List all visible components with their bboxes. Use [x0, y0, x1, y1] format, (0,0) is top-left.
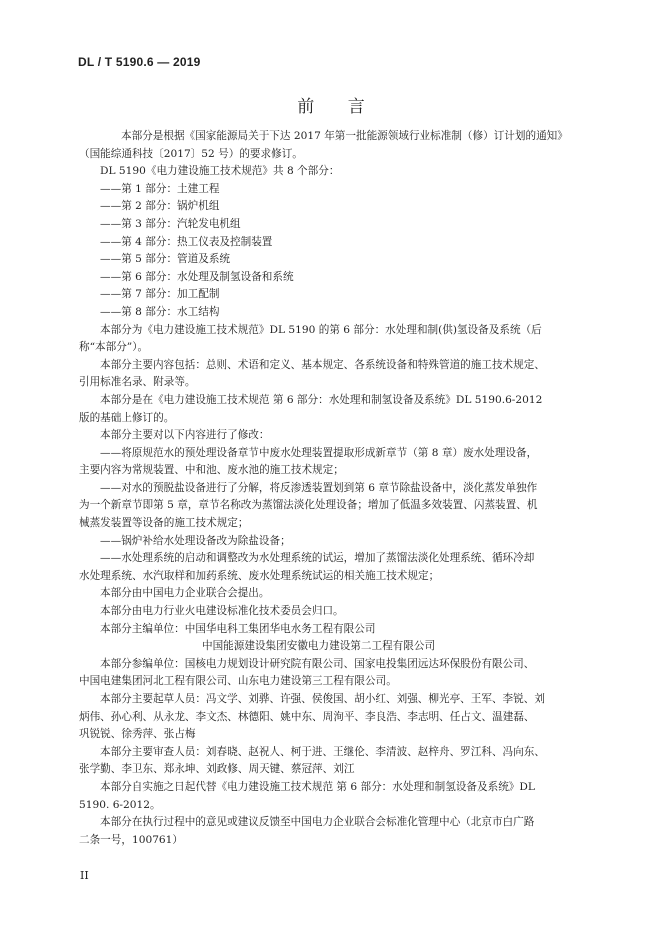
text-line: 本部分是根据《国家能源局关于下达 2017 年第一批能源领域行业标准制（修）订计划的通知》 — [121, 130, 568, 142]
text-line: 版的基础上修订的。 — [79, 411, 175, 424]
text-line: ——水处理系统的启动和调整改为水处理系统的试运，增加了蒸馏法淡化处理系统、循环冷却 — [100, 552, 535, 565]
document-body — [79, 128, 587, 849]
document-code: DL / T 5190.6 — 2019 — [78, 55, 201, 69]
text-line: 本部分主要审查人员：刘春晓、赵祝人、柯于进、王继伦、李清波、赵梓舟、罗江科、冯向东、 — [100, 745, 545, 758]
text-line: 械蒸发装置等设备的施工技术规定； — [79, 517, 249, 530]
text-line: 本部分主要内容包括：总则、术语和定义、基本规定、各系统设备和特殊管道的施工技术规定、 — [100, 358, 545, 371]
text-line: （国能综通科技〔2017〕52 号）的要求修订。 — [79, 147, 303, 160]
text-line: 巩锐锐、徐秀萍、张占梅 — [79, 728, 196, 741]
text-line: 二条一号，100761） — [79, 833, 184, 846]
page-number: II — [80, 869, 89, 882]
list-item: ——第 1 部分：土建工程 — [100, 182, 220, 195]
text-line: DL 5190《电力建设施工技术规范》共 8 个部分： — [100, 165, 340, 178]
text-line: 本部分由中国电力企业联合会提出。 — [100, 587, 270, 600]
text-line: ——对水的预脱盐设备进行了分解，将反渗透装置划到第 6 章节除盐设备中，淡化蒸发单独作 — [100, 481, 538, 494]
text-line: ——将原规范水的预处理设备章节中废水处理装置提取形成新章节（第 8 章）废水处理设备， — [100, 446, 538, 459]
list-item: ——第 7 部分：加工配制 — [100, 288, 220, 301]
text-line: ——锅炉补给水处理设备改为除盐设备； — [100, 534, 291, 547]
text-line: 引用标准名录、附录等。 — [79, 376, 196, 389]
list-item: ——第 5 部分：管道及系统 — [100, 253, 231, 266]
list-item: ——第 3 部分：汽轮发电机组 — [100, 217, 241, 230]
text-line: 本部分在执行过程中的意见或建议反馈至中国电力企业联合会标准化管理中心（北京市白广路 — [100, 816, 535, 829]
text-line: 水处理系统、水汽取样和加药系统、废水处理系统试运的相关施工技术规定； — [79, 569, 440, 582]
text-line: 本部分自实施之日起代替《电力建设施工技术规范 第 6 部分：水处理和制氢设备及系统》DL — [100, 780, 535, 793]
text-line: 本部分主要起草人员：冯文学、刘骅、许强、侯俊国、胡小红、刘强、柳光亭、王军、李锐、刘 — [100, 693, 545, 705]
text-line: 本部分由电力行业火电建设标准化技术委员会归口。 — [100, 605, 344, 618]
text-line: 本部分为《电力建设施工技术规范》DL 5190 的第 6 部分：水处理和制(供)氢设备及系统（后 — [100, 323, 542, 336]
text-line: 5190. 6-2012。 — [79, 798, 161, 811]
text-line: 为一个新章节即第 5 章，章节名称改为蒸馏法淡化处理设备；增加了低温多效装置、闪蒸装置、机 — [79, 499, 538, 512]
text-line: 中国电建集团河北工程有限公司、山东电力建设第三工程有限公司。 — [79, 675, 397, 688]
text-line: 张学勤、李卫东、郑永坤、刘政修、周天键、蔡冠萍、刘江 — [79, 763, 355, 776]
text-line: 称“本部分”）。 — [79, 341, 149, 354]
text-line: 中国能源建设集团安徽电力建设第二工程有限公司 — [202, 640, 436, 653]
page-title: 前 言 — [297, 97, 379, 117]
text-line: 本部分主要对以下内容进行了修改： — [100, 429, 270, 442]
text-line: 本部分主编单位：中国华电科工集团华电水务工程有限公司 — [100, 622, 376, 635]
list-item: ——第 4 部分：热工仪表及控制装置 — [100, 235, 273, 248]
text-line: 炳伟、孙心利、从永龙、李文杰、林德阳、姚中东、周洵平、李良浩、李志明、任占文、温建磊、 — [79, 710, 535, 723]
text-line: 主要内容为常规装置、中和池、废水池的施工技术规定； — [79, 464, 344, 477]
list-item: ——第 2 部分：锅炉机组 — [100, 200, 220, 213]
text-line: 本部分是在《电力建设施工技术规范 第 6 部分：水处理和制氢设备及系统》DL 5190.6-2012 — [100, 393, 543, 406]
text-line: 本部分参编单位：国核电力规划设计研究院有限公司、国家电投集团远达环保股份有限公司、 — [100, 657, 535, 670]
list-item: ——第 6 部分：水处理及制氢设备和系统 — [100, 270, 294, 283]
list-item: ——第 8 部分：水工结构 — [100, 305, 220, 318]
